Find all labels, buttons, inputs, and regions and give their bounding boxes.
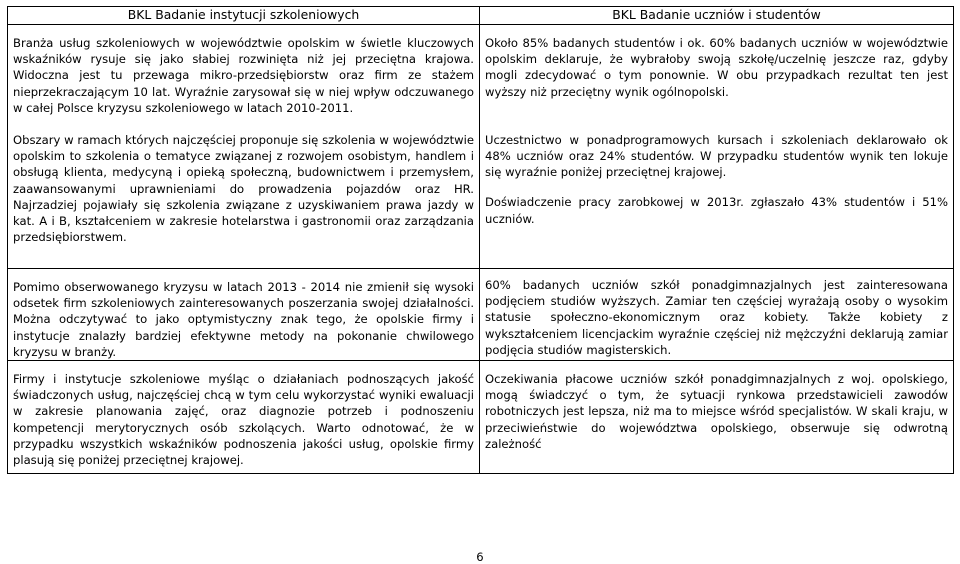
- header-students: BKL Badanie uczniów i studentów: [480, 7, 954, 25]
- table-row: [8, 25, 954, 269]
- cell-institutions: [8, 361, 480, 474]
- paragraph: Branża usług szkoleniowych w województwie opolskim w świetle kluczowych wskaźników rysuje się jako słabiej rozwinięta niż jej przeciętna krajowa. Widoczna jest tu przewaga mikro-przedsiębiorstw oraz firm ze stażem nieprzekraczającym 10 lat. Wyraźnie zarysował się w niej wpływ odczuwanego w całej Polsce kryzysu szkoleniowego w latach 2010-2011.: [13, 36, 474, 115]
- table-row: [8, 361, 954, 474]
- cell-institutions: [8, 25, 480, 269]
- header-row: [8, 7, 954, 25]
- paragraph: Oczekiwania płacowe uczniów szkół ponadgimnazjalnych z woj. opolskiego, mogą świadczyć o tym, że sytuacji rynkowa przedstawicieli zawodów robotniczych jest lepsza, niż ma to miejsce wśród specjalistów. W skali kraju, w przeciwieństwie do województwa opolskiego, obserwuje się odwrotną zależność: [485, 372, 948, 451]
- cell-students: [480, 25, 954, 269]
- paragraph: Doświadczenie pracy zarobkowej w 2013r. zgłaszało 43% studentów i 51% uczniów.: [485, 195, 948, 226]
- paragraph: Około 85% badanych studentów i ok. 60% badanych uczniów w województwie opolskim deklaruje, że wybrałoby swoją szkołę/uczelnię jeszcze raz, gdyby mogli zdecydować o tym ponownie. W obu przypadkach rezultat ten jest wyższy niż przeciętny wynik ogólnopolski.: [485, 36, 948, 99]
- paragraph: Obszary w ramach których najczęściej proponuje się szkolenia w województwie opolskim to szkolenia o tematyce związanej z rozwojem osobistym, handlem i obsługą klienta, medycyną i opieką społeczną, budownictwem i przemysłem, zaawansowanymi uprawnieniami do prowadzenia pojazdów oraz HR. Najrzadziej pojawiały się szkolenia związane z uzyskiwaniem prawa jazdy w kat. A i B, kształceniem w zakresie hotelarstwa i gastronomii oraz zarządzania przedsiębiorstwem.: [13, 133, 474, 245]
- cell-institutions: [8, 269, 480, 361]
- cell-students: [480, 361, 954, 474]
- comparison-table: [7, 6, 954, 474]
- paragraph: Uczestnictwo w ponadprogramowych kursach i szkoleniach deklarowało ok 48% uczniów oraz 24% studentów. W przypadku studentów wynik ten lokuje się wyraźnie poniżej przeciętnej krajowej.: [485, 132, 948, 180]
- header-institutions: BKL Badanie instytucji szkoleniowych: [8, 7, 480, 25]
- paragraph: Pomimo obserwowanego kryzysu w latach 2013 - 2014 nie zmienił się wysoki odsetek firm szkoleniowych zainteresowanych poszerzania swojej działalności. Można odczytywać to jako optymistyczny znak tego, że opolskie firmy i instytucje znalazły bardziej efektywne metody na pokonanie chwilowego kryzysu w branży.: [13, 280, 474, 359]
- page-number: 6: [476, 550, 484, 564]
- paragraph: Firmy i instytucje szkoleniowe myśląc o działaniach podnoszących jakość świadczonych usług, najczęściej chcą w tym celu wykorzystać wyniki ewaluacji w zakresie planowania zajęć, oraz diagnozie potrzeb i podnoszeniu kompetencji merytorycznych osób szkolących. Warto odnotować, że w przypadku wszystkich wskaźników podnoszenia jakości usług, opolskie firmy plasują się poniżej przeciętnej krajowej.: [13, 372, 474, 468]
- cell-students: [480, 269, 954, 361]
- table-row: [8, 269, 954, 361]
- paragraph: 60% badanych uczniów szkół ponadgimnazjalnych jest zainteresowana podjęciem studiów wyższych. Zamiar ten częściej wyrażają osoby o wysokim statusie społeczno-ekonomicznym oraz kobiety. Także kobiety z wykształceniem licencjackim wyraźnie częściej niż mężczyźni deklarują zamiar podjęcia studiów magisterskich.: [485, 278, 948, 357]
